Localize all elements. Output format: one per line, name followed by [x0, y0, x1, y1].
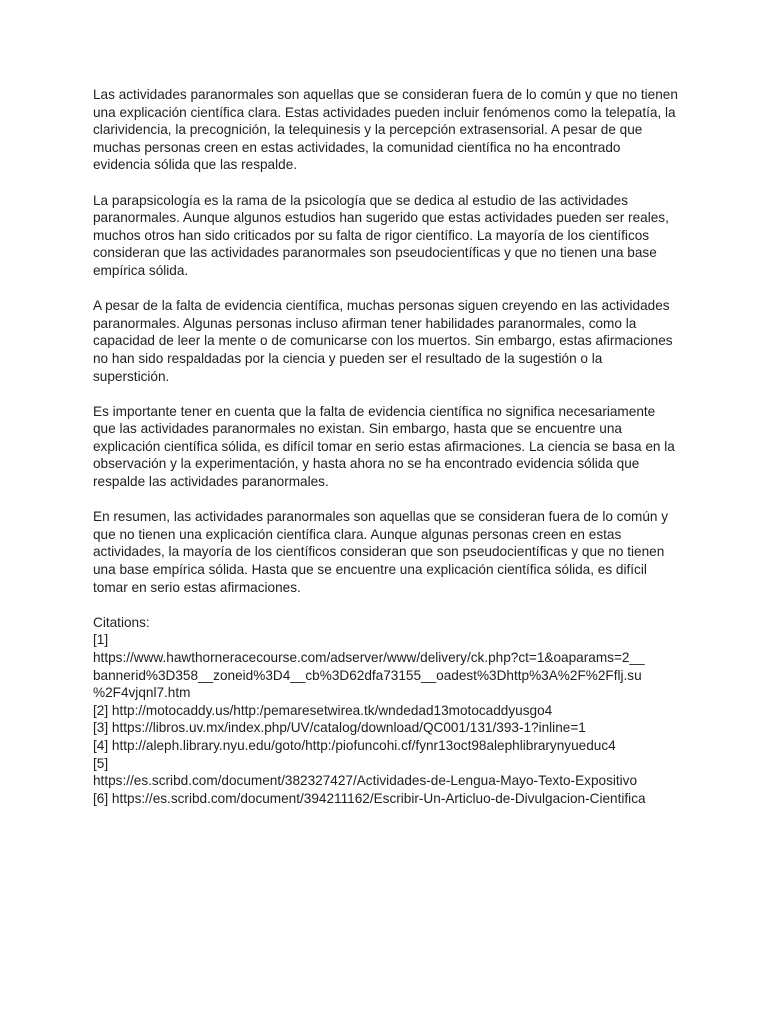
citation-line: [1] [93, 632, 109, 648]
citation-link[interactable]: [6] https://es.scribd.com/document/394211162/Escribir-Un-Articluo-de-Divulgacion-Cientifica [93, 790, 646, 806]
citation-link[interactable]: [4] http://aleph.library.nyu.edu/goto/http:/piofuncohi.cf/fynr13oct98alephlibrarynyueduc4 [93, 737, 616, 753]
citation-link[interactable]: bannerid%3D358__zoneid%3D4__cb%3D62dfa73155__oadest%3Dhttp%3A%2F%2Fflj.su [93, 667, 642, 683]
document-page [93, 86, 678, 807]
citations-section [93, 614, 678, 808]
paragraph: En resumen, las actividades paranormales son aquellas que se consideran fuera de lo común y que no tienen una explicación científica clara. Aunque algunas personas creen en estas actividades, la mayoría de los científicos consideran que son pseudocientíficas y que no tienen una base empírica sólida. Hasta que se encuentre una explicación científica sólida, es difícil tomar en serio estas afirmaciones. [93, 509, 669, 595]
citation-link[interactable]: [3] https://libros.uv.mx/index.php/UV/catalog/download/QC001/131/393-1?inline=1 [93, 720, 586, 736]
citation-link[interactable]: https://es.scribd.com/document/382327427/Actividades-de-Lengua-Mayo-Texto-Expositivo [93, 773, 638, 789]
citations-heading: Citations: [93, 614, 150, 630]
paragraph: A pesar de la falta de evidencia científica, muchas personas siguen creyendo en las actividades paranormales. Algunas personas incluso afirman tener habilidades paranormales, como la capacidad de leer la mente o de comunicarse con los muertos. Sin embargo, estas afirmaciones no han sido respaldadas por la ciencia y pueden ser el resultado de la sugestión o la superstición. [93, 298, 673, 384]
paragraph: Las actividades paranormales son aquellas que se consideran fuera de lo común y que no tienen una explicación científica clara. Estas actividades pueden incluir fenómenos como la telepatía, la clarividencia, la precognición, la telequinesis y la percepción extrasensorial. A pesar de que muchas personas creen en estas actividades, la comunidad científica no ha encontrado evidencia sólida que las respalde. [93, 87, 678, 173]
citation-link[interactable]: %2F4vjqnl7.htm [93, 685, 191, 701]
paragraph: La parapsicología es la rama de la psicología que se dedica al estudio de las actividades paranormales. Aunque algunos estudios han sugerido que estas actividades pueden ser reales, muchos otros han sido criticados por su falta de rigor científico. La mayoría de los científicos consideran que las actividades paranormales son pseudocientíficas y que no tienen una base empírica sólida. [93, 192, 669, 278]
citation-link[interactable]: [2] http://motocaddy.us/http:/pemaresetwirea.tk/wndedad13motocaddyusgo4 [93, 702, 553, 718]
paragraph: Es importante tener en cuenta que la falta de evidencia científica no significa necesariamente que las actividades paranormales no existan. Sin embargo, hasta que se encuentre una explicación científica sólida, es difícil tomar en serio estas afirmaciones. La ciencia se basa en la observación y la experimentación, y hasta ahora no se ha encontrado evidencia sólida que respalde las actividades paranormales. [93, 403, 675, 490]
citation-line: [5] [93, 755, 109, 771]
citation-link[interactable]: https://www.hawthorneracecourse.com/adserver/www/delivery/ck.php?ct=1&oaparams=2__ [93, 650, 645, 665]
